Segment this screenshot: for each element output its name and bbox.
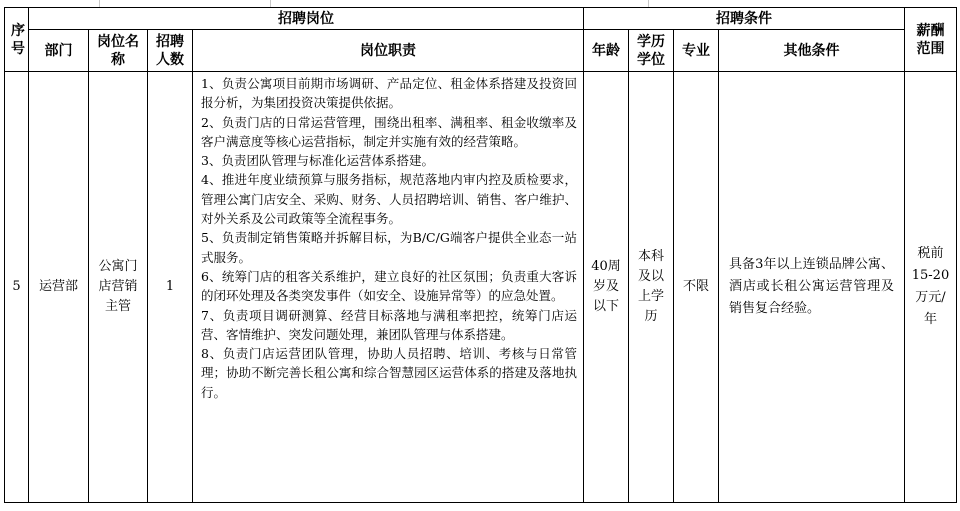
duty-item: 4、推进年度业绩预算与服务指标，规范落地内审内控及质检要求，管理公寓门店安全、采购、财务、人员招聘培训、销售、客户维护、对外关系及公司政策等全流程事务。 (201, 172, 577, 227)
header-major: 专业 (674, 30, 719, 72)
duty-item: 7、负责项目调研测算、经营目标落地与满租率把控，统筹门店运营、客情维护、突发问题处理，兼团队管理与体系搭建。 (201, 307, 577, 342)
header-position-name: 岗位名称 (89, 30, 148, 72)
cell-department: 运营部 (29, 72, 89, 503)
duty-item: 3、负责团队管理与标准化运营体系搭建。 (201, 153, 434, 169)
cell-duties (193, 72, 584, 503)
cell-education: 本科及以上学历 (629, 72, 674, 503)
duty-item: 5、负责制定销售策略并拆解目标，为B/C/G端客户提供全业态一站式服务。 (201, 230, 577, 265)
header-department: 部门 (29, 30, 89, 72)
cell-age: 40周岁及以下 (584, 72, 629, 503)
header-duties: 岗位职责 (193, 30, 584, 72)
header-condition-group: 招聘条件 (584, 8, 905, 30)
header-salary: 薪酬范围 (905, 8, 957, 72)
cell-salary: 税前15-20万元/年 (905, 72, 957, 503)
duty-item: 8、负责门店运营团队管理，协助人员招聘、培训、考核与日常管理；协助不断完善长租公寓和综合智慧园区运营体系的搭建及落地执行。 (201, 346, 577, 400)
header-headcount: 招聘人数 (148, 30, 193, 72)
recruitment-table (4, 7, 957, 503)
edge-tick (648, 0, 649, 7)
page-top-edge (0, 0, 960, 7)
header-education: 学历学位 (629, 30, 674, 72)
cell-major: 不限 (674, 72, 719, 503)
cell-seq: 5 (5, 72, 29, 503)
cell-headcount: 1 (148, 72, 193, 503)
cell-position-name: 公寓门店营销主管 (89, 72, 148, 503)
header-other: 其他条件 (719, 30, 905, 72)
cell-other-conditions: 具备3年以上连锁品牌公寓、酒店或长租公寓运营管理及销售复合经验。 (719, 72, 905, 503)
edge-tick (270, 0, 271, 7)
header-seq: 序号 (5, 8, 29, 72)
duty-item: 1、负责公寓项目前期市场调研、产品定位、租金体系搭建及投资回报分析，为集团投资决策提供依据。 (201, 76, 577, 111)
header-age: 年龄 (584, 30, 629, 72)
duty-item: 2、负责门店的日常运营管理，围绕出租率、满租率、租金收缴率及客户满意度等核心运营指标，制定并实施有效的经营策略。 (201, 114, 577, 149)
edge-tick (99, 0, 100, 7)
table-row (5, 72, 957, 503)
header-position-group: 招聘岗位 (29, 8, 584, 30)
duty-item: 6、统筹门店的租客关系维护，建立良好的社区氛围；负责重大客诉的闭环处理及各类突发事件（如安全、设施异常等）的应急处置。 (201, 268, 577, 304)
